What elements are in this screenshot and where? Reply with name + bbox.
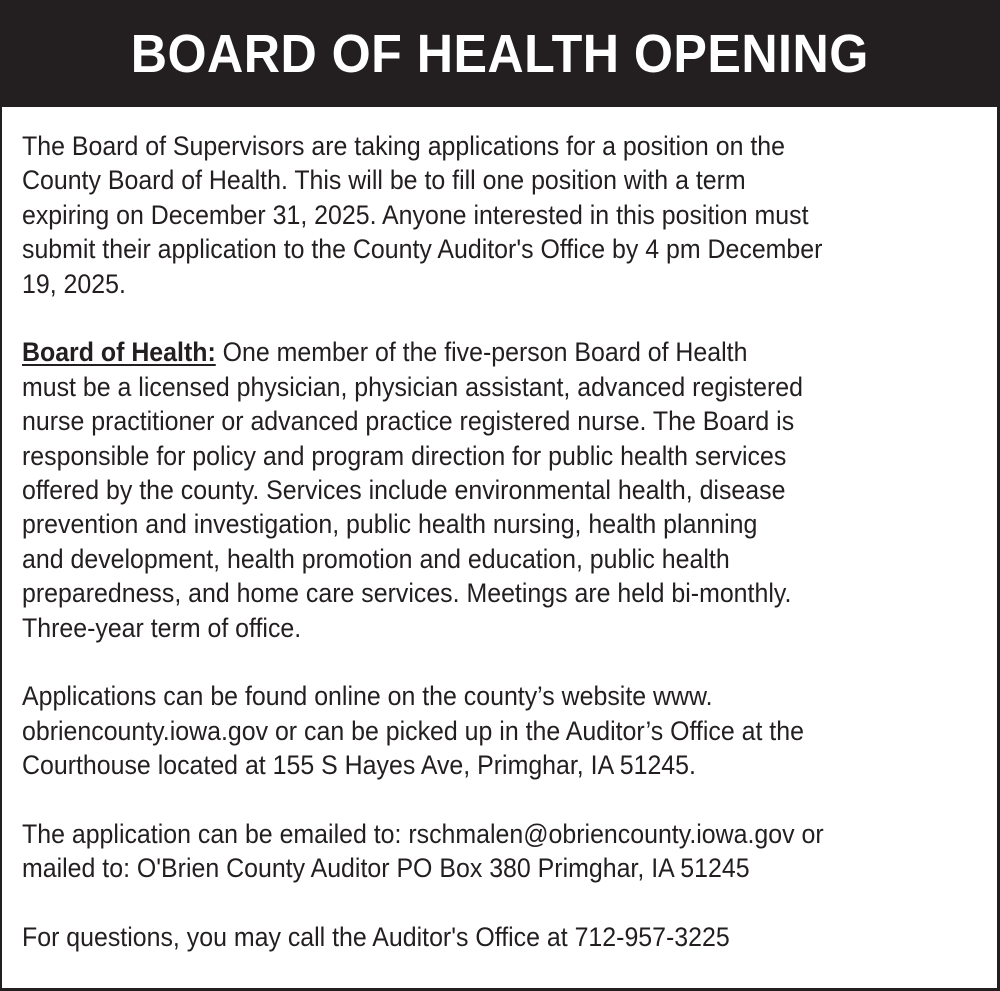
text-line: must be a licensed physician, physician assistant, advanced registered: [22, 371, 803, 402]
board-of-health-label: Board of Health:: [22, 337, 216, 368]
text-line: [22, 335, 939, 369]
notice-body: [2, 107, 997, 955]
contact-paragraph: [22, 920, 997, 954]
text-line: expiring on December 31, 2025. Anyone interested in this position must: [22, 199, 809, 230]
board-description-paragraph: [22, 335, 997, 645]
submission-paragraph: [22, 817, 997, 886]
text-fragment: One member of the five-person Board of Health: [215, 337, 748, 368]
text-line: preparedness, and home care services. Meetings are held bi-monthly.: [22, 578, 792, 609]
notice-banner: [0, 0, 1000, 107]
text-line: The Board of Supervisors are taking applications for a position on the: [22, 131, 785, 161]
text-line: prevention and investigation, public health nursing, health planning: [22, 509, 758, 540]
text-line: County Board of Health. This will be to fill one position with a term: [22, 165, 746, 196]
applications-paragraph: [22, 679, 997, 782]
text-line: mailed to: O'Brien County Auditor PO Box 380 Primghar, IA 51245: [22, 853, 750, 884]
text-line: submit their application to the County Auditor's Office by 4 pm December: [22, 234, 823, 265]
text-line: The application can be emailed to: rschmalen@obriencounty.iowa.gov or: [22, 819, 824, 850]
text-line: Three-year term of office.: [22, 612, 302, 643]
notice-title: BOARD OF HEALTH OPENING: [131, 23, 869, 84]
text-line: Applications can be found online on the county’s website www.: [22, 681, 713, 712]
text-line: and development, health promotion and education, public health: [22, 543, 730, 574]
text-line: nurse practitioner or advanced practice registered nurse. The Board is: [22, 406, 795, 437]
text-line: For questions, you may call the Auditor's Office at 712-957-3225: [22, 922, 730, 953]
text-line: Courthouse located at 155 S Hayes Ave, Primghar, IA 51245.: [22, 750, 696, 781]
text-line: responsible for policy and program direction for public health services: [22, 440, 787, 471]
text-line: obriencounty.iowa.gov or can be picked up in the Auditor’s Office at the: [22, 715, 804, 746]
text-line: offered by the county. Services include environmental health, disease: [22, 475, 786, 506]
text-line: 19, 2025.: [22, 268, 126, 299]
intro-paragraph: [22, 129, 997, 301]
